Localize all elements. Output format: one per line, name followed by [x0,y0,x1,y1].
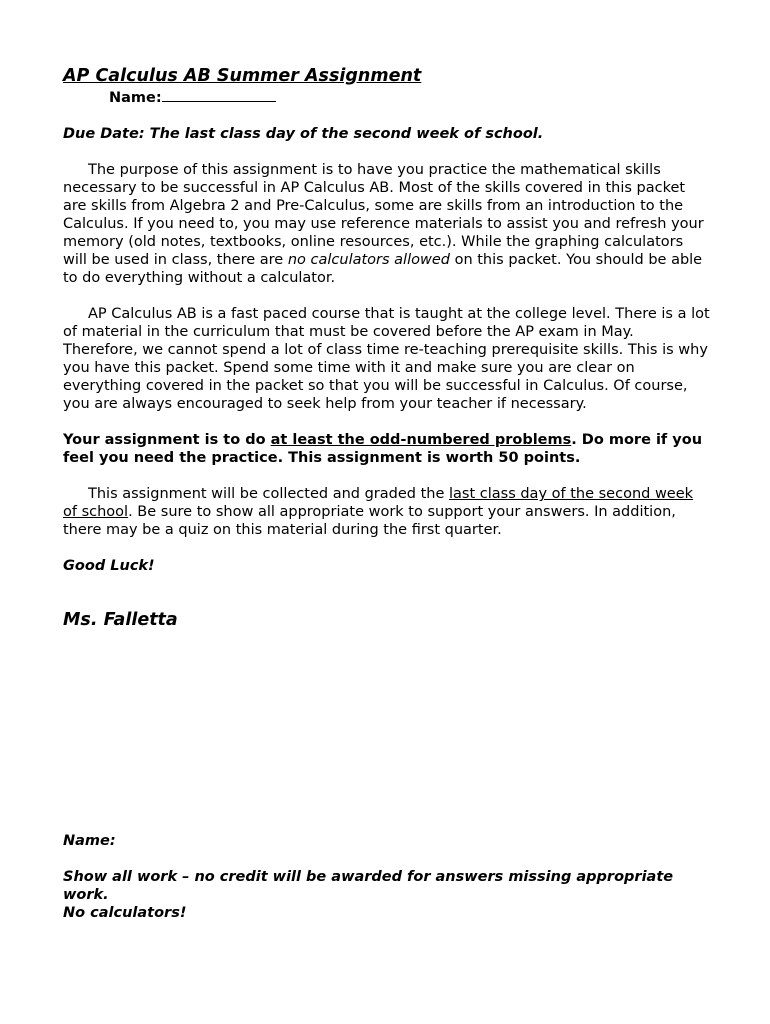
good-luck-text: Good Luck! [63,558,155,574]
purpose-text-after: on this packet. You should be able to do everything without a calculator. [63,252,703,286]
due-date: Due Date: The last class day of the second week of school. [63,126,544,142]
assignment-underlined: at least the odd-numbered problems [270,432,572,448]
collection-paragraph [63,485,711,539]
footer-instructions: Show all work – no credit will be awarded for answers missing appropriate work. [63,869,674,903]
purpose-text-before: The purpose of this assignment is to have you practice the mathematical skills necessary to be successful in AP Calculus AB. Most of the skills covered in this packet are skills from Algebra 2 and Pre-Calculus, some are skills from an introduction to the Calculus. If you need to, you may use reference materials to assist you and refresh your memory (old notes, textbooks, online resources, etc.). While the graphing calculators will be used in class, there are [63,162,704,268]
course-paragraph [63,305,711,413]
purpose-emphasis: no calculators allowed [287,252,450,268]
assignment-text-before: Your assignment is to do [63,432,271,448]
assignment-text-after: . Do more if you feel you need the practice. This assignment is worth 50 points. [63,432,703,466]
footer-no-calculators: No calculators! [63,905,187,921]
page-title: AP Calculus AB Summer Assignment [63,66,422,86]
purpose-paragraph [63,161,711,287]
worksheet-footer [63,832,723,922]
collection-underlined: last class day of the second week of school [63,486,694,520]
course-text: AP Calculus AB is a fast paced course that is taught at the college level. There is a lot of material in the curriculum that must be covered before the AP exam in May. Therefore, we cannot spend a lot of class time re-teaching prerequisite skills. This is why you have this packet. Spend some time with it and make sure you are clear on everything covered in the packet so that you will be successful in Calculus. Of course, you are always encouraged to seek help from your teacher if necessary. [63,306,710,412]
collection-text-before: This assignment will be collected and graded the [88,486,449,502]
name-blank-line [162,88,276,102]
footer-name-label: Name: [63,833,116,849]
document-page [63,64,711,632]
collection-text-after: . Be sure to show all appropriate work to support your answers. In addition, there may be a quiz on this material during the first quarter. [63,504,676,538]
assignment-paragraph [63,431,711,467]
name-label: Name: [109,90,162,106]
teacher-signature: Ms. Falletta [63,610,178,630]
name-field [109,88,711,107]
